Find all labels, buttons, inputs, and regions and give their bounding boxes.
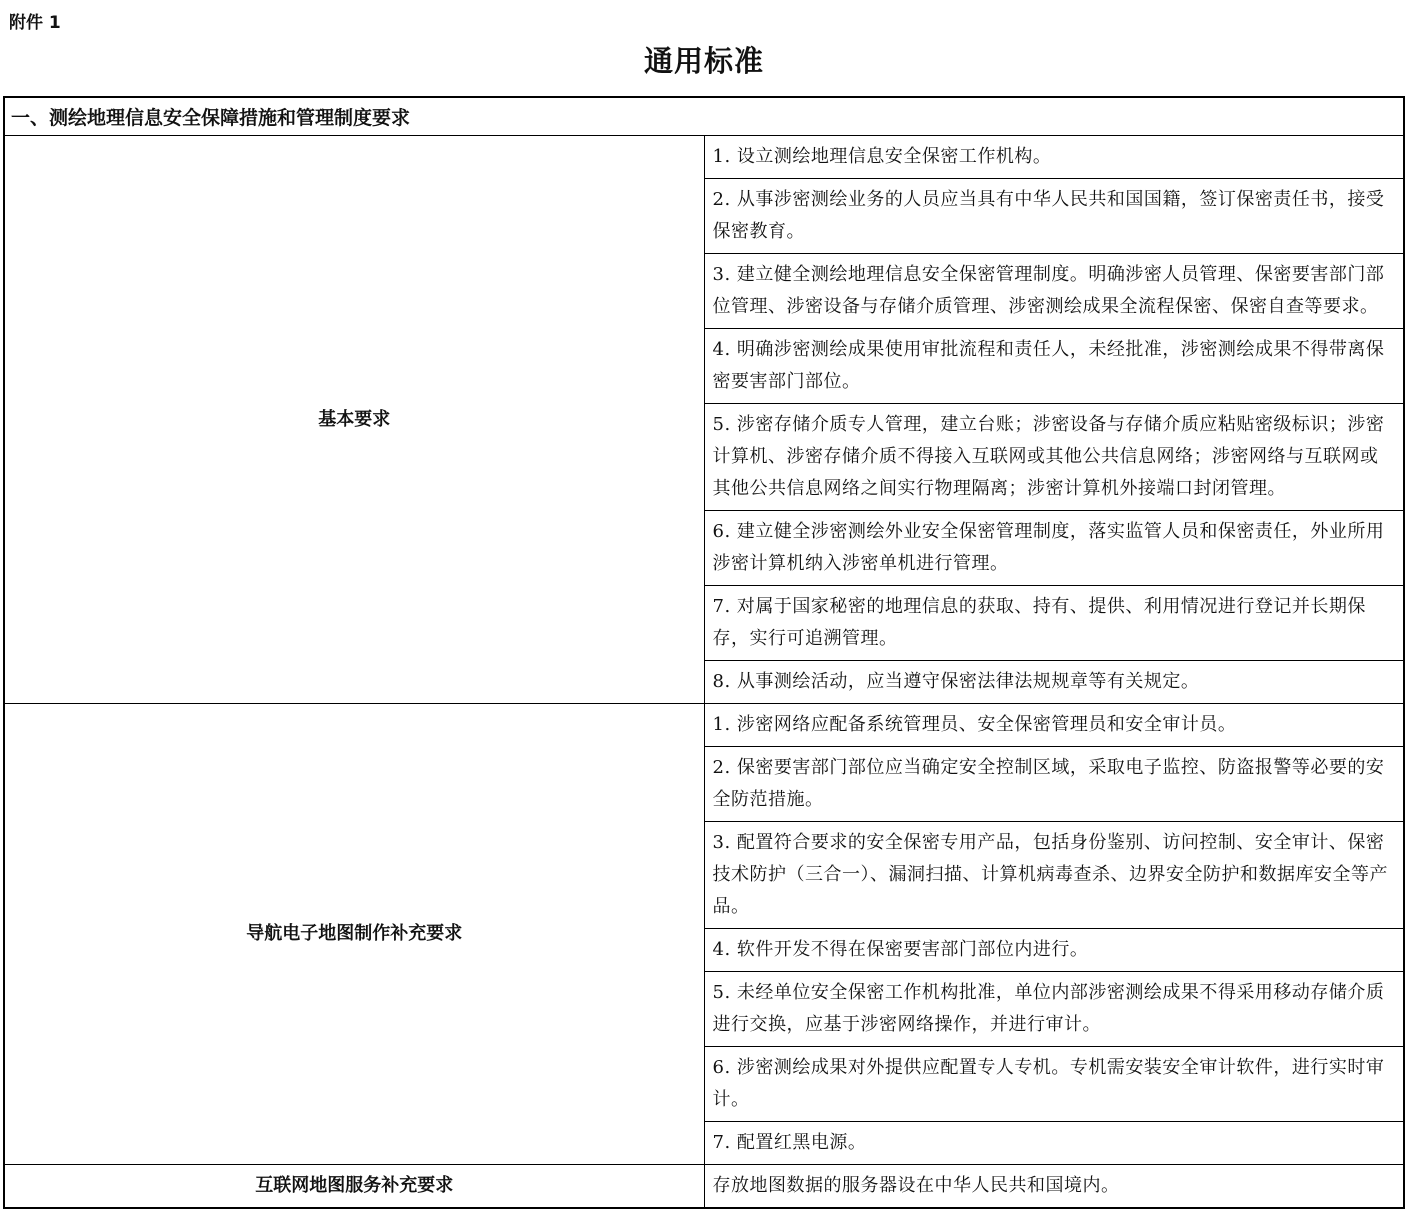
requirement-item: 1. 涉密网络应配备系统管理员、安全保密管理员和安全审计员。 [704, 704, 1404, 747]
category-cell: 基本要求 [4, 136, 704, 704]
requirement-item: 5. 涉密存储介质专人管理，建立台账；涉密设备与存储介质应粘贴密级标识；涉密计算机、涉密存储介质不得接入互联网或其他公共信息网络；涉密网络与互联网或其他公共信息网络之间实行物理隔离；涉密计算机外接端口封闭管理。 [704, 404, 1404, 511]
requirement-item: 4. 明确涉密测绘成果使用审批流程和责任人，未经批准，涉密测绘成果不得带离保密要害部门部位。 [704, 329, 1404, 404]
requirement-item: 2. 保密要害部门部位应当确定安全控制区域，采取电子监控、防盗报警等必要的安全防范措施。 [704, 747, 1404, 822]
table-row [4, 704, 1404, 747]
requirement-item: 3. 配置符合要求的安全保密专用产品，包括身份鉴别、访问控制、安全审计、保密技术防护（三合一）、漏洞扫描、计算机病毒查杀、边界安全防护和数据库安全等产品。 [704, 822, 1404, 929]
requirement-item: 5. 未经单位安全保密工作机构批准，单位内部涉密测绘成果不得采用移动存储介质进行交换，应基于涉密网络操作，并进行审计。 [704, 972, 1404, 1047]
requirement-item: 2. 从事涉密测绘业务的人员应当具有中华人民共和国国籍，签订保密责任书，接受保密教育。 [704, 179, 1404, 254]
table-section-heading: 一、测绘地理信息安全保障措施和管理制度要求 [4, 97, 1404, 136]
attachment-label: 附件 1 [9, 13, 61, 33]
requirement-item: 8. 从事测绘活动，应当遵守保密法律法规规章等有关规定。 [704, 661, 1404, 704]
standards-table [3, 96, 1405, 1209]
requirement-item: 7. 对属于国家秘密的地理信息的获取、持有、提供、利用情况进行登记并长期保存，实行可追溯管理。 [704, 586, 1404, 661]
requirement-item: 6. 建立健全涉密测绘外业安全保密管理制度，落实监管人员和保密责任，外业所用涉密计算机纳入涉密单机进行管理。 [704, 511, 1404, 586]
requirement-item: 1. 设立测绘地理信息安全保密工作机构。 [704, 136, 1404, 179]
table-row [4, 136, 1404, 179]
requirement-item: 7. 配置红黑电源。 [704, 1122, 1404, 1165]
table-row [4, 1165, 1404, 1209]
category-cell: 互联网地图服务补充要求 [4, 1165, 704, 1209]
requirement-item: 存放地图数据的服务器设在中华人民共和国境内。 [704, 1165, 1404, 1209]
requirement-item: 3. 建立健全测绘地理信息安全保密管理制度。明确涉密人员管理、保密要害部门部位管理、涉密设备与存储介质管理、涉密测绘成果全流程保密、保密自查等要求。 [704, 254, 1404, 329]
requirement-item: 4. 软件开发不得在保密要害部门部位内进行。 [704, 929, 1404, 972]
requirement-item: 6. 涉密测绘成果对外提供应配置专人专机。专机需安装安全审计软件，进行实时审计。 [704, 1047, 1404, 1122]
page-title: 通用标准 [643, 44, 764, 78]
table-header-row [4, 97, 1404, 136]
category-cell: 导航电子地图制作补充要求 [4, 704, 704, 1165]
table-body [4, 97, 1404, 1208]
